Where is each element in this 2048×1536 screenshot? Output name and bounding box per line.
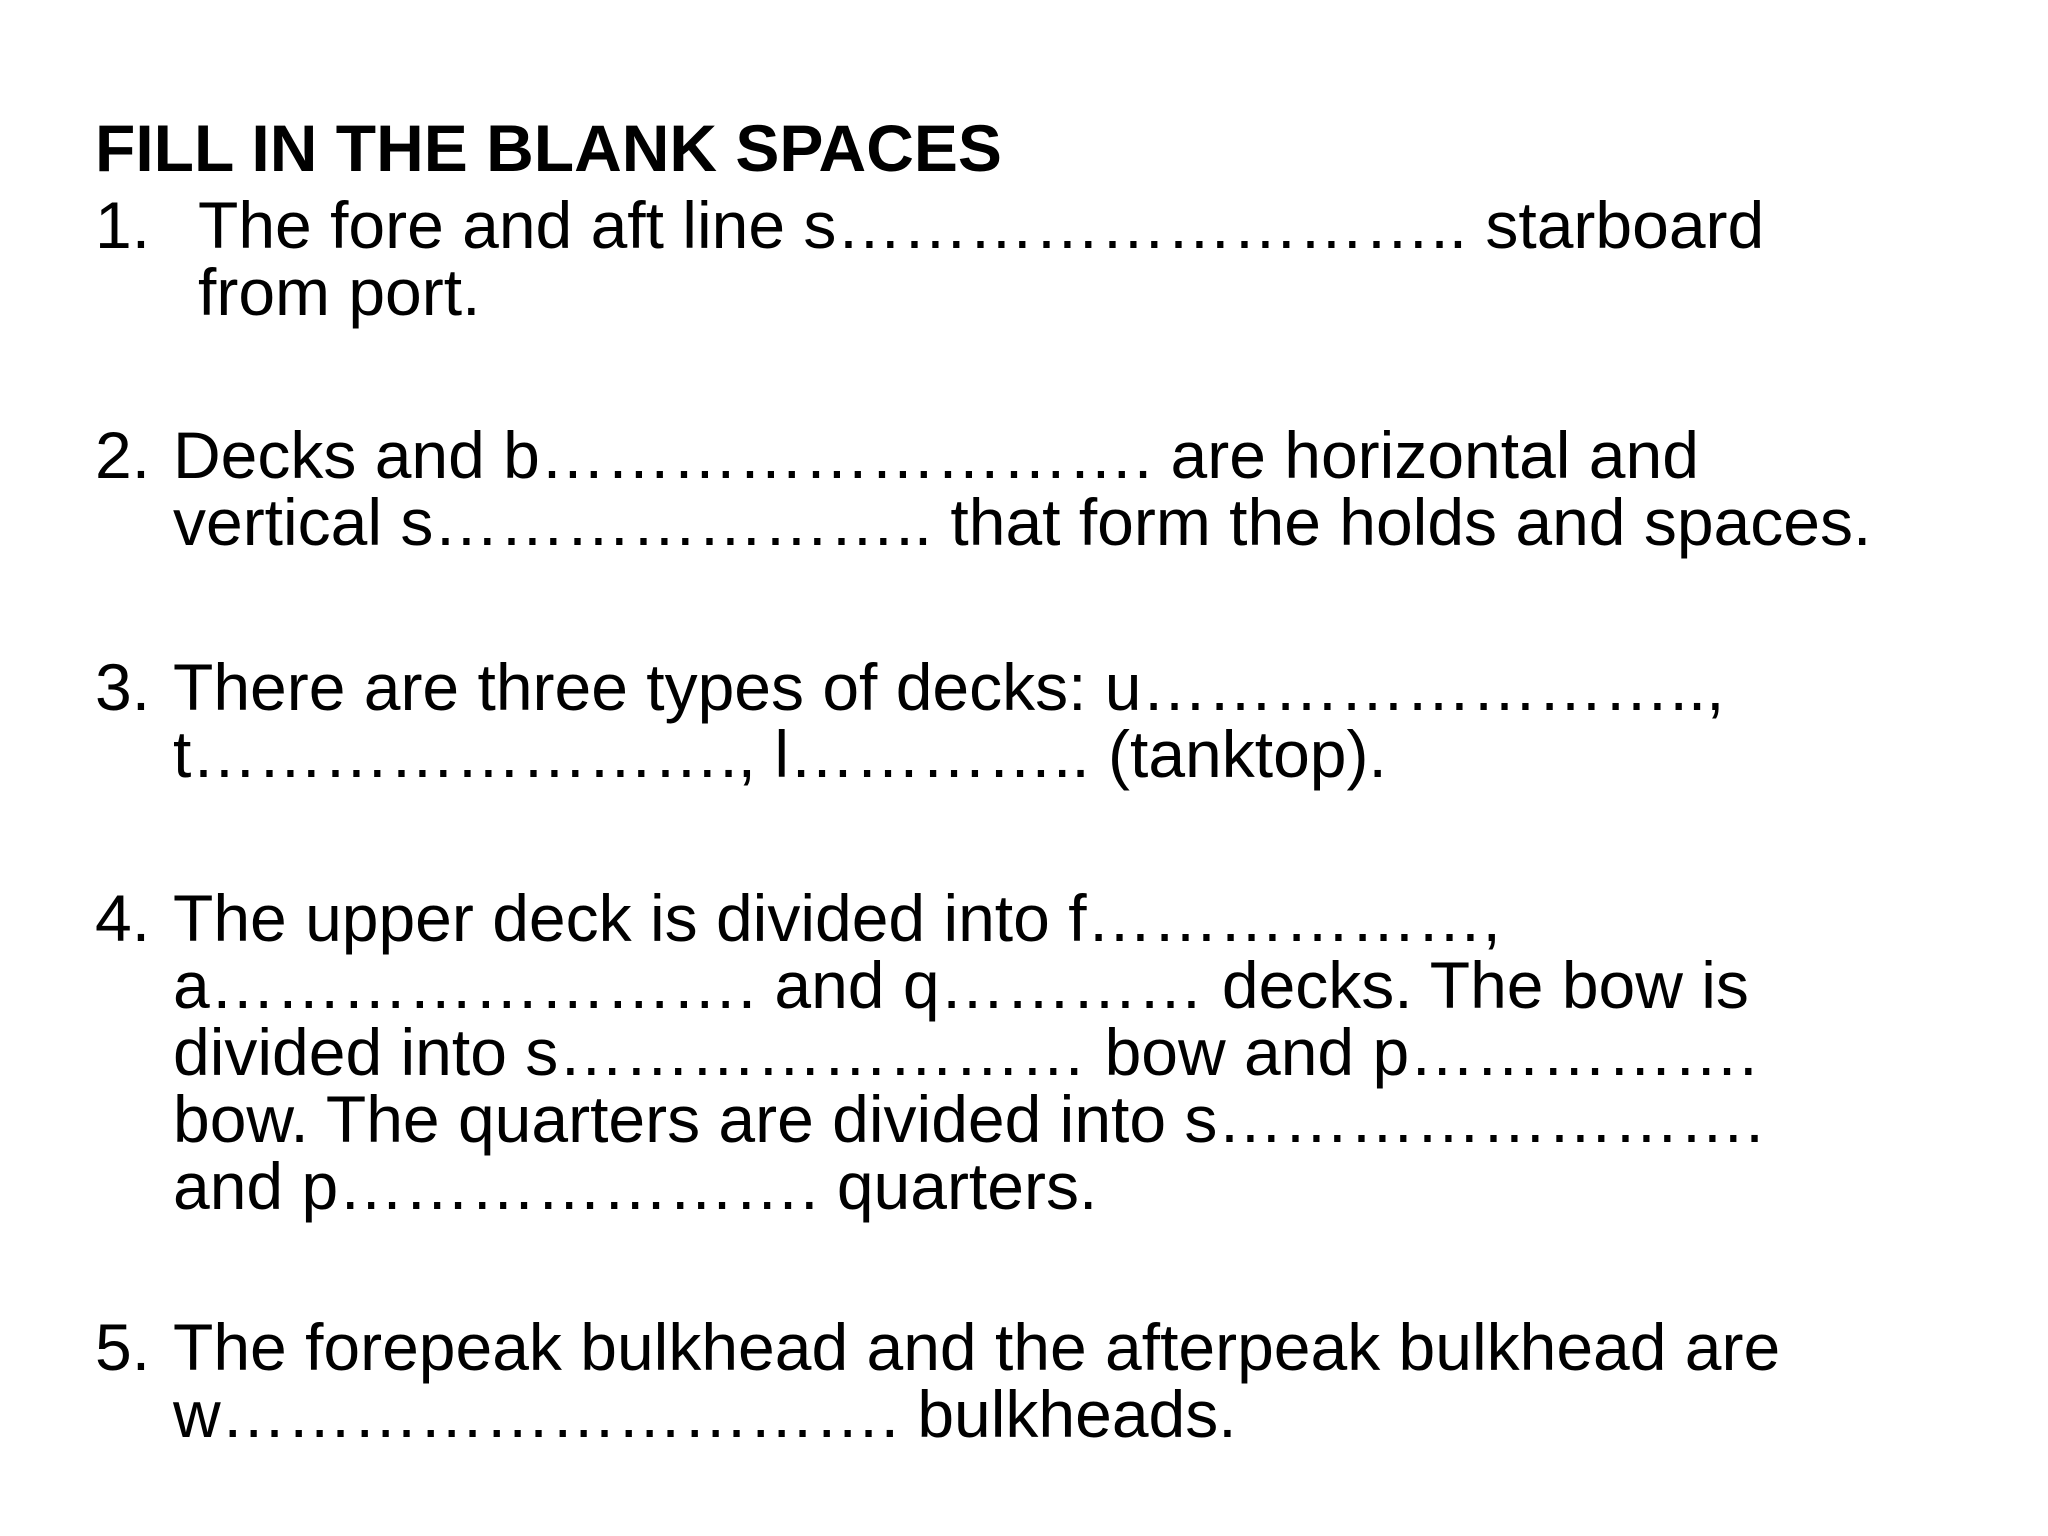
question-text xyxy=(173,881,1764,1223)
question-line: divided into s…………………… bow and p……………. xyxy=(173,1015,1758,1089)
question-line: and p…………………. quarters. xyxy=(173,1149,1098,1223)
question-5 xyxy=(95,1310,1781,1451)
question-number: 5. xyxy=(95,1310,151,1384)
question-text xyxy=(173,650,1725,791)
question-number: 2. xyxy=(95,418,151,492)
question-2 xyxy=(95,418,1872,559)
question-line: Decks and b………………………. are horizontal and xyxy=(173,418,1699,492)
question-text xyxy=(198,188,1765,329)
question-number: 1. xyxy=(95,188,151,262)
question-3 xyxy=(95,650,1725,791)
question-line: from port. xyxy=(198,255,481,329)
question-number: 3. xyxy=(95,650,151,724)
question-line: w…………………………. bulkheads. xyxy=(173,1377,1237,1451)
question-line: t……………………., l………….. (tanktop). xyxy=(173,717,1387,791)
question-text xyxy=(173,1310,1781,1451)
question-line: The upper deck is divided into f………………, xyxy=(173,881,1501,955)
question-line: The fore and aft line s……………………….. starboard xyxy=(198,188,1765,262)
question-text xyxy=(173,418,1872,559)
question-line: The forepeak bulkhead and the afterpeak bulkhead are xyxy=(173,1310,1781,1384)
question-line: a……………………. and q………… decks. The bow is xyxy=(173,948,1749,1022)
question-line: vertical s………………….. that form the holds and spaces. xyxy=(173,485,1872,559)
question-line: There are three types of decks: u…………………….., xyxy=(173,650,1725,724)
worksheet-title: FILL IN THE BLANK SPACES xyxy=(95,111,1002,185)
question-line: bow. The quarters are divided into s……………………. xyxy=(173,1082,1764,1156)
question-4 xyxy=(95,881,1764,1223)
question-1 xyxy=(95,188,1765,329)
question-number: 4. xyxy=(95,881,151,955)
